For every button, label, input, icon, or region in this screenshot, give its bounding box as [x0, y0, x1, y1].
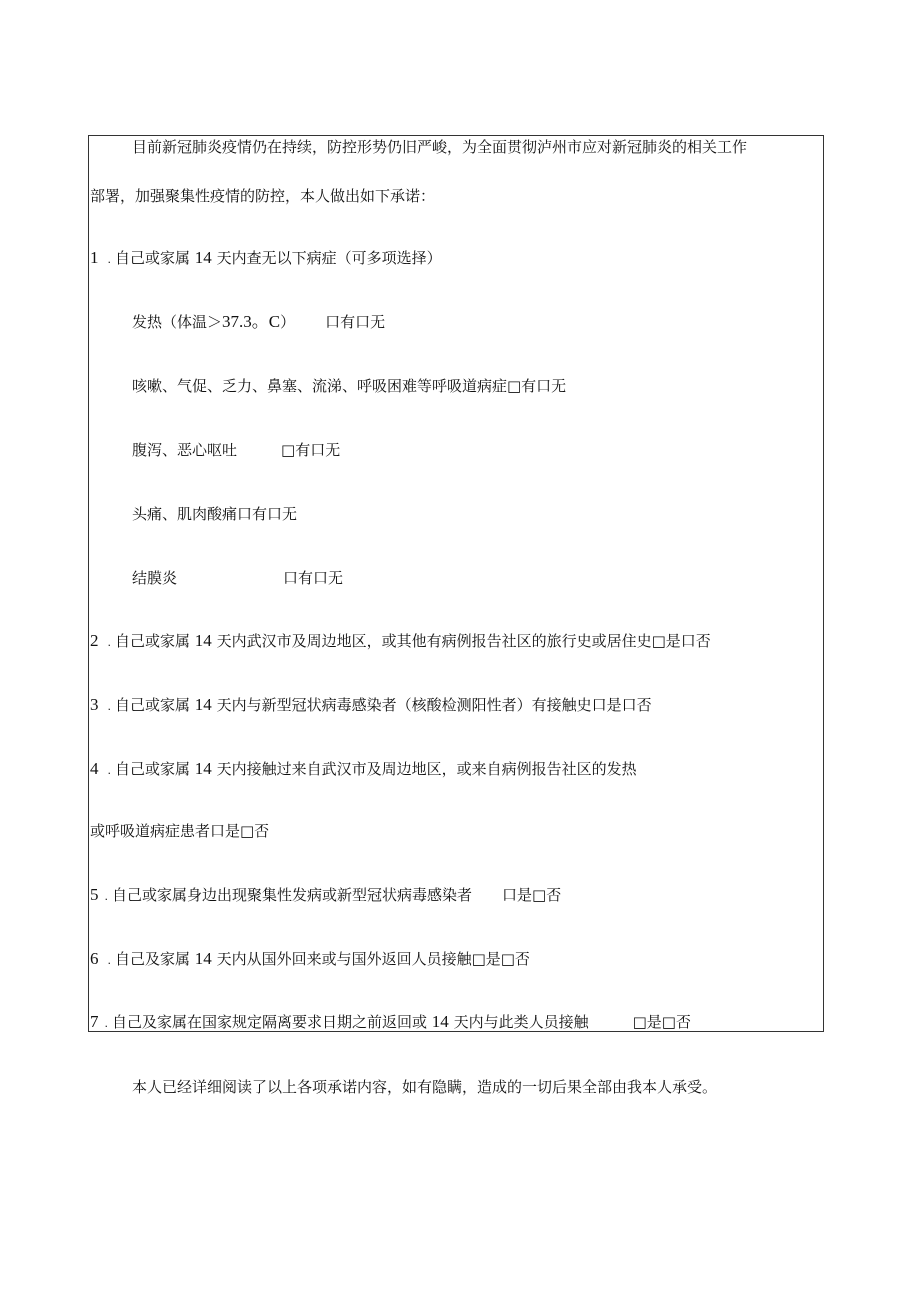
item-3-text-post: 天内与新型冠状病毒感染者（核酸检测阳性者）有接触史口是口否	[216, 696, 652, 714]
item-2-dot: .	[107, 636, 111, 649]
item-7-dot: .	[104, 1017, 108, 1030]
symptom-headache[interactable]: 头痛、肌肉酸痛口有口无	[132, 505, 298, 523]
item-5-number: 5	[90, 885, 99, 904]
symptom-fever-label-pre: 发热（体温＞	[132, 313, 223, 331]
item-2-text-post: 天内武汉市及周边地区，或其他有病例报告社区的旅行史或居住史□是口否	[216, 632, 711, 650]
item-4-number: 4	[90, 759, 99, 778]
item-6-days: 14	[194, 949, 212, 968]
item-3-days: 14	[194, 695, 212, 714]
symptom-fever-label-post: ）	[280, 313, 296, 331]
item-6[interactable]	[90, 949, 530, 971]
intro-line-2: 部署，加强聚集性疫情的防控，本人做出如下承诺：	[90, 187, 436, 205]
item-1	[90, 248, 442, 270]
symptom-fever	[132, 312, 385, 332]
item-4-continuation[interactable]: 或呼吸道病症患者口是□否	[90, 822, 270, 840]
symptom-conjunctivitis-options[interactable]: 口有口无	[283, 569, 344, 587]
item-1-text-pre: 自己或家属	[115, 249, 191, 267]
item-4	[90, 759, 637, 781]
item-6-text-post: 天内从国外回来或与国外返回人员接触□是□否	[216, 950, 530, 968]
item-7-days: 14	[431, 1012, 449, 1031]
symptom-conjunctivitis-label: 结膜炎	[132, 569, 178, 587]
item-3[interactable]	[90, 695, 652, 717]
item-1-days: 14	[194, 248, 212, 267]
item-1-text-post: 天内查无以下病症（可多项选择）	[216, 249, 442, 267]
item-2-number: 2	[90, 631, 99, 650]
item-5	[90, 885, 561, 907]
item-3-number: 3	[90, 695, 99, 714]
item-5-dot: .	[104, 890, 108, 903]
symptom-conjunctivitis	[132, 568, 343, 588]
item-1-number: 1	[90, 248, 99, 267]
intro-line-1: 目前新冠肺炎疫情仍在持续，防控形势仍旧严峻，为全面贯彻泸州市应对新冠肺炎的相关工作	[132, 138, 748, 156]
item-2-days: 14	[194, 631, 212, 650]
symptom-respiratory[interactable]: 咳嗽、气促、乏力、鼻塞、流涕、呼吸困难等呼吸道病症□有口无	[132, 377, 567, 395]
item-4-text-pre: 自己或家属	[115, 760, 191, 778]
item-3-text-pre: 自己或家属	[115, 696, 191, 714]
item-6-number: 6	[90, 949, 99, 968]
item-7-options[interactable]: □是□否	[632, 1013, 691, 1031]
symptom-digestive-options[interactable]: □有口无	[281, 441, 341, 459]
item-7-number: 7	[90, 1012, 99, 1031]
symptom-digestive	[132, 440, 340, 460]
item-4-days: 14	[194, 759, 212, 778]
symptom-fever-temp: 37.3。C	[222, 312, 281, 331]
item-4-dot: .	[107, 764, 111, 777]
item-7-text-post: 天内与此类人员接触	[453, 1013, 589, 1031]
item-5-text: 自己或家属身边出现聚集性发病或新型冠状病毒感染者	[112, 886, 473, 904]
item-3-dot: .	[107, 700, 111, 713]
item-2-text-pre: 自己或家属	[115, 632, 191, 650]
item-1-dot: .	[107, 253, 111, 266]
symptom-digestive-label: 腹泻、恶心呕吐	[132, 441, 238, 459]
item-7-text-pre: 自己及家属在国家规定隔离要求日期之前返回或	[112, 1013, 428, 1031]
closing-statement: 本人已经详细阅读了以上各项承诺内容，如有隐瞒，造成的一切后果全部由我本人承受。	[132, 1078, 718, 1096]
item-7	[90, 1012, 691, 1034]
item-6-text-pre: 自己及家属	[115, 950, 191, 968]
item-4-text-post: 天内接触过来自武汉市及周边地区，或来自病例报告社区的发热	[216, 760, 637, 778]
symptom-fever-options[interactable]: 口有口无	[325, 313, 386, 331]
item-2[interactable]	[90, 631, 711, 653]
item-5-options[interactable]: 口是□否	[502, 886, 562, 904]
item-6-dot: .	[107, 954, 111, 967]
